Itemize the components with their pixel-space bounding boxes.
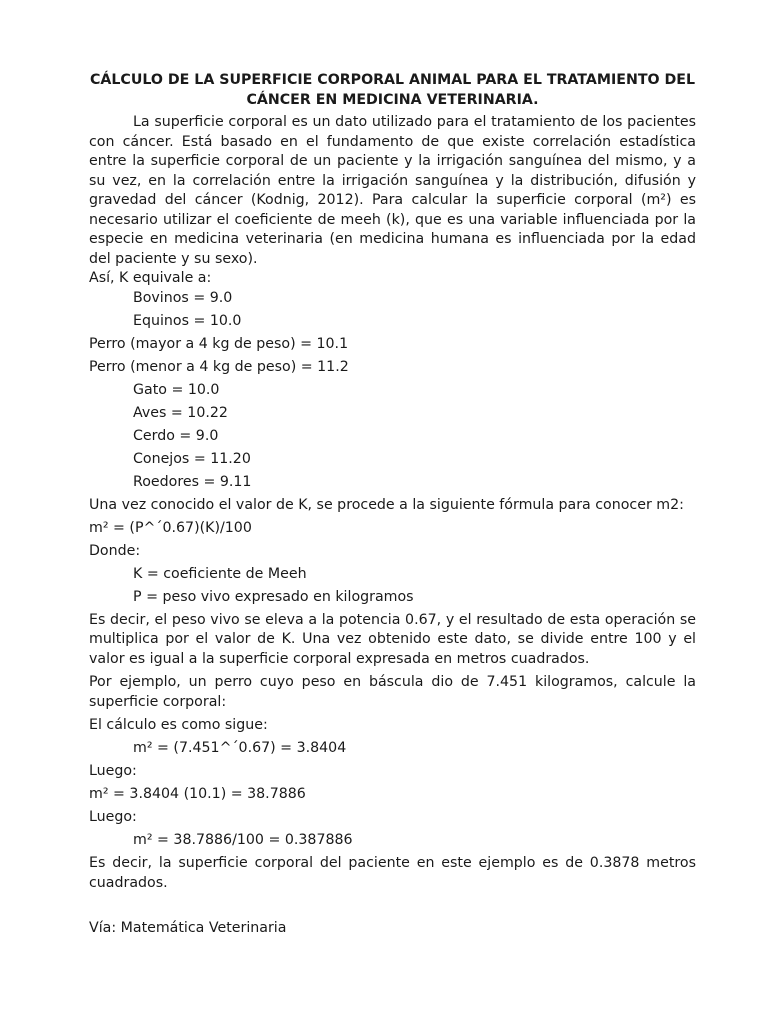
calc-step-3: m² = 38.7886/100 = 0.387886 (133, 832, 353, 848)
k-value-bovinos: Bovinos = 9.0 (133, 289, 233, 306)
k-value-perro-menor: Perro (menor a 4 kg de peso) = 11.2 (89, 358, 349, 375)
k-value-equinos: Equinos = 10.0 (133, 312, 242, 329)
k-value-cerdo: Cerdo = 9.0 (133, 427, 219, 444)
document-page (89, 71, 696, 953)
k-values-list (89, 289, 696, 496)
k-value-roedores: Roedores = 9.11 (133, 473, 252, 490)
intro-paragraph: La superficie corporal es un dato utilizado para el tratamiento de los pacientes con cáncer. Está basado en el fundamento de que existe correlación estadística entre la superficie corporal de un paciente y la irrigación sanguínea del mismo, y a su vez, en la correlación entre la irrigación sanguínea y la distribución, difusión y gravedad del cáncer (Kodnig, 2012). Para calcular la superficie corporal (m²) es necesario utilizar el coeficiente de meeh (k), que es una variable influenciada por la especie en medicina veterinaria (en medicina humana es influenciada por la edad del paciente y su sexo). (89, 114, 696, 267)
formula: m² = (P^´0.67)(K)/100 (89, 519, 252, 536)
document-title: CÁLCULO DE LA SUPERFICIE CORPORAL ANIMAL PARA EL TRATAMIENTO DEL CÁNCER EN MEDICINA VETERINARIA. (89, 72, 696, 108)
definition-p: P = peso vivo expresado en kilogramos (133, 588, 414, 605)
k-value-gato: Gato = 10.0 (133, 381, 220, 398)
luego-label-1: Luego: (89, 763, 137, 779)
formula-intro: Una vez conocido el valor de K, se procede a la siguiente fórmula para conocer m2: (89, 496, 684, 513)
k-value-conejos: Conejos = 11.20 (133, 450, 251, 467)
k-value-perro-mayor: Perro (mayor a 4 kg de peso) = 10.1 (89, 335, 349, 352)
k-value-aves: Aves = 10.22 (133, 404, 228, 421)
conclusion-paragraph: Es decir, la superficie corporal del paciente en este ejemplo es de 0.3878 metros cuadrados. (89, 855, 696, 891)
source-citation: Vía: Matemática Veterinaria (89, 920, 287, 936)
intro-k-label: Así, K equivale a: (89, 270, 212, 286)
luego-label-2: Luego: (89, 809, 137, 825)
calc-step-1: m² = (7.451^´0.67) = 3.8404 (133, 740, 347, 756)
explanation-paragraph: Es decir, el peso vivo se eleva a la potencia 0.67, y el resultado de esta operación se multiplica por el valor de K. Una vez obtenido este dato, se divide entre 100 y el valor es igual a la superficie corporal expresada en metros cuadrados. (89, 611, 696, 667)
definition-k: K = coeficiente de Meeh (133, 565, 307, 582)
calc-intro: El cálculo es como sigue: (89, 717, 268, 733)
example-paragraph: Por ejemplo, un perro cuyo peso en báscula dio de 7.451 kilogramos, calcule la superficie corporal: (89, 674, 696, 710)
donde-label: Donde: (89, 542, 141, 559)
calc-step-2: m² = 3.8404 (10.1) = 38.7886 (89, 786, 306, 802)
